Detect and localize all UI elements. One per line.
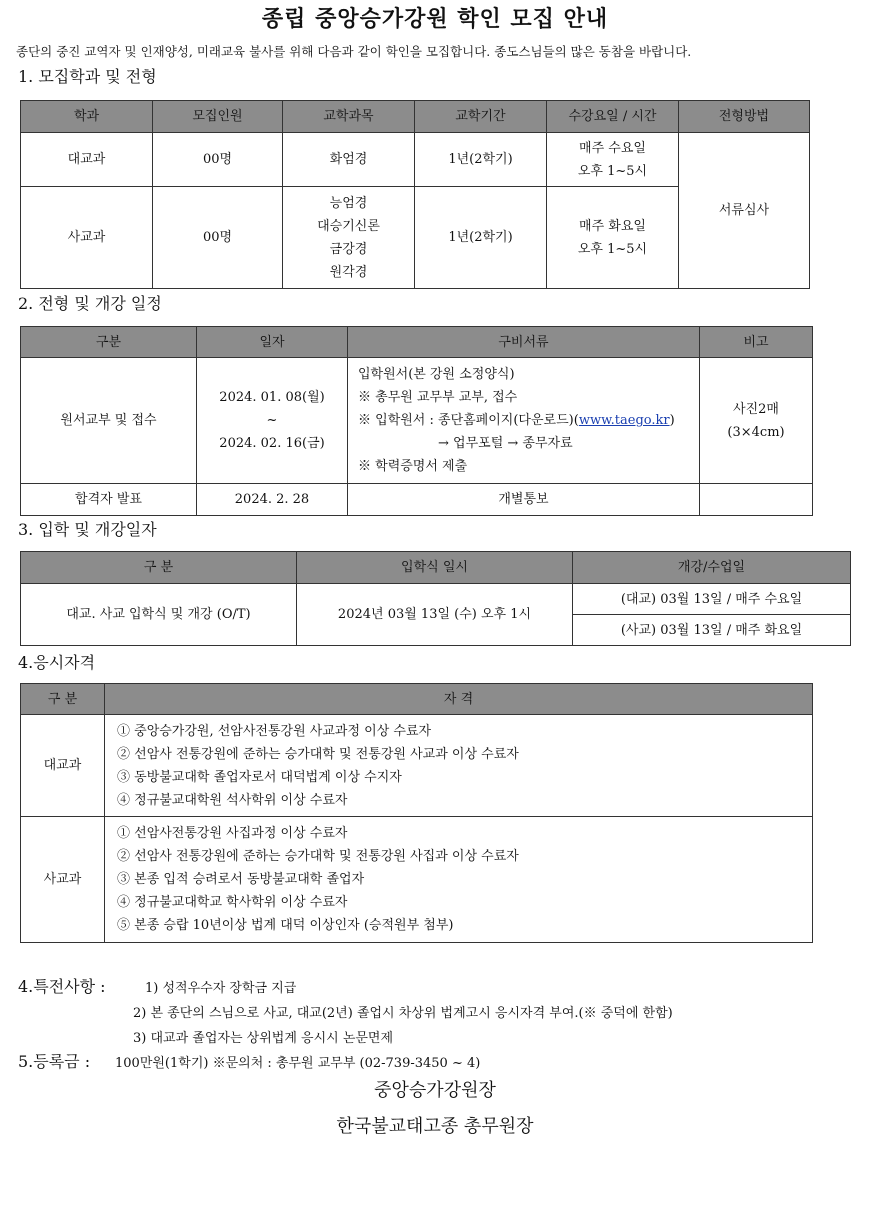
dept-cell: 대교과 [21,133,153,187]
section3-heading: 3. 입학 및 개강일자 [18,520,157,539]
documents-cell: 입학원서(본 강원 소정양식) ※ 총무원 교무부 교부, 접수 ※ 입학원서 : 종단홈페이지(다운로드)(www.taego.kr) → 업무포털 → 종무자료 ※ 학력증명서 제출 [348,358,700,484]
count-cell: 00명 [153,187,283,289]
list-item: ② 선암사 전통강원에 준하는 승가대학 및 전통강원 사교과 이상 수료자 [117,746,519,762]
signature-office: 한국불교태고종 총무원장 [336,1116,534,1137]
table-row [21,584,851,615]
section2-heading: 2. 전형 및 개강 일정 [18,294,162,313]
header-subjects: 교학과목 [283,101,415,133]
table-row [21,817,813,943]
category-cell: 대교. 사교 입학식 및 개강 (O/T) [21,584,297,646]
header-date: 일자 [197,327,348,358]
special-item: 2) 본 종단의 스님으로 사교, 대교(2년) 졸업시 차상위 법계고시 응시자격 부여.(※ 중덕에 한함) [133,1006,673,1021]
category-cell: 원서교부 및 접수 [21,358,197,484]
schedule-cell: 매주 화요일 오후 1~5시 [547,187,679,289]
header-schedule: 수강요일 / 시간 [547,101,679,133]
table-row [21,715,813,817]
remark-cell [700,484,813,516]
list-item: ① 선암사전통강원 사집과정 이상 수료자 [117,826,348,841]
schedule-cell: 매주 수요일 오후 1~5시 [547,133,679,187]
page-title: 종립 중앙승가강원 학인 모집 안내 [261,6,609,32]
qualification-table [20,683,813,943]
signature-school: 중앙승가강원장 [374,1080,496,1101]
special-item: 1) 성적우수자 장학금 지급 [145,981,297,996]
intro-text: 종단의 중진 교역자 및 인재양성, 미래교육 불사를 위해 다음과 같이 학인을 모집합니다. 종도스님들의 많은 동참을 바랍니다. [16,44,692,59]
header-dept: 학과 [21,101,153,133]
list-item: ③ 본종 입적 승려로서 동방불교대학 졸업자 [117,872,365,887]
subjects-cell: 화엄경 [283,133,415,187]
remark-cell: 사진2매 (3×4cm) [700,358,813,484]
schedule-table [20,326,813,516]
opening-table [20,551,851,646]
header-ceremony: 입학식 일시 [297,552,573,584]
date-cell: 2024. 2. 28 [197,484,348,516]
period-cell: 1년(2학기) [415,133,547,187]
header-category: 구분 [21,327,197,358]
start-cell: (대교) 03월 13일 / 매주 수요일 [573,584,851,615]
header-start: 개강/수업일 [573,552,851,584]
subjects-cell: 능엄경 대승기신론 금강경 원각경 [283,187,415,289]
group-label: 대교과 [21,715,105,817]
table-row [21,484,813,516]
method-cell: 서류심사 [679,133,810,289]
special-item: 3) 대교과 졸업자는 상위법계 응시시 논문면제 [133,1031,394,1046]
table-row [21,133,810,187]
header-count: 모집인원 [153,101,283,133]
header-category: 구 분 [21,552,297,584]
ceremony-cell: 2024년 03월 13일 (수) 오후 1시 [297,584,573,646]
list-item: ③ 동방불교대학 졸업자로서 대덕법계 이상 수지자 [117,769,402,785]
period-cell: 1년(2학기) [415,187,547,289]
qualification-list [105,817,813,943]
list-item: ⑤ 본종 승랍 10년이상 법계 대덕 이상인자 (승적원부 첨부) [117,918,454,933]
fee-heading: 5.등록금 : [18,1052,91,1071]
list-item: ④ 정규불교대학교 학사학위 이상 수료자 [117,895,348,910]
group-label: 사교과 [21,817,105,943]
header-method: 전형방법 [679,101,810,133]
section1-heading: 1. 모집학과 및 전형 [18,67,157,86]
documents-cell: 개별통보 [348,484,700,516]
header-category: 구 분 [21,684,105,715]
list-item: ① 중앙승가강원, 선암사전통강원 사교과정 이상 수료자 [117,723,432,739]
qualification-list [105,715,813,817]
start-cell: (사교) 03월 13일 / 매주 화요일 [573,615,851,646]
header-qualification: 자 격 [105,684,813,715]
count-cell: 00명 [153,133,283,187]
date-cell: 2024. 01. 08(월) ~ 2024. 02. 16(금) [197,358,348,484]
special-heading: 4.특전사항 : [18,977,106,996]
list-item: ④ 정규불교대학원 석사학위 이상 수료자 [117,792,348,808]
dept-cell: 사교과 [21,187,153,289]
header-remark: 비고 [700,327,813,358]
header-documents: 구비서류 [348,327,700,358]
section4-heading: 4.응시자격 [18,653,96,672]
category-cell: 합격자 발표 [21,484,197,516]
list-item: ② 선암사 전통강원에 준하는 승가대학 및 전통강원 사집과 이상 수료자 [117,849,519,864]
recruit-table [20,100,810,289]
homepage-link[interactable]: www.taego.kr [578,413,670,428]
header-period: 교학기간 [415,101,547,133]
table-row [21,358,813,484]
fee-text: 100만원(1학기) ※문의처 : 총무원 교무부 (02-739-3450 ~ 4) [115,1056,481,1071]
